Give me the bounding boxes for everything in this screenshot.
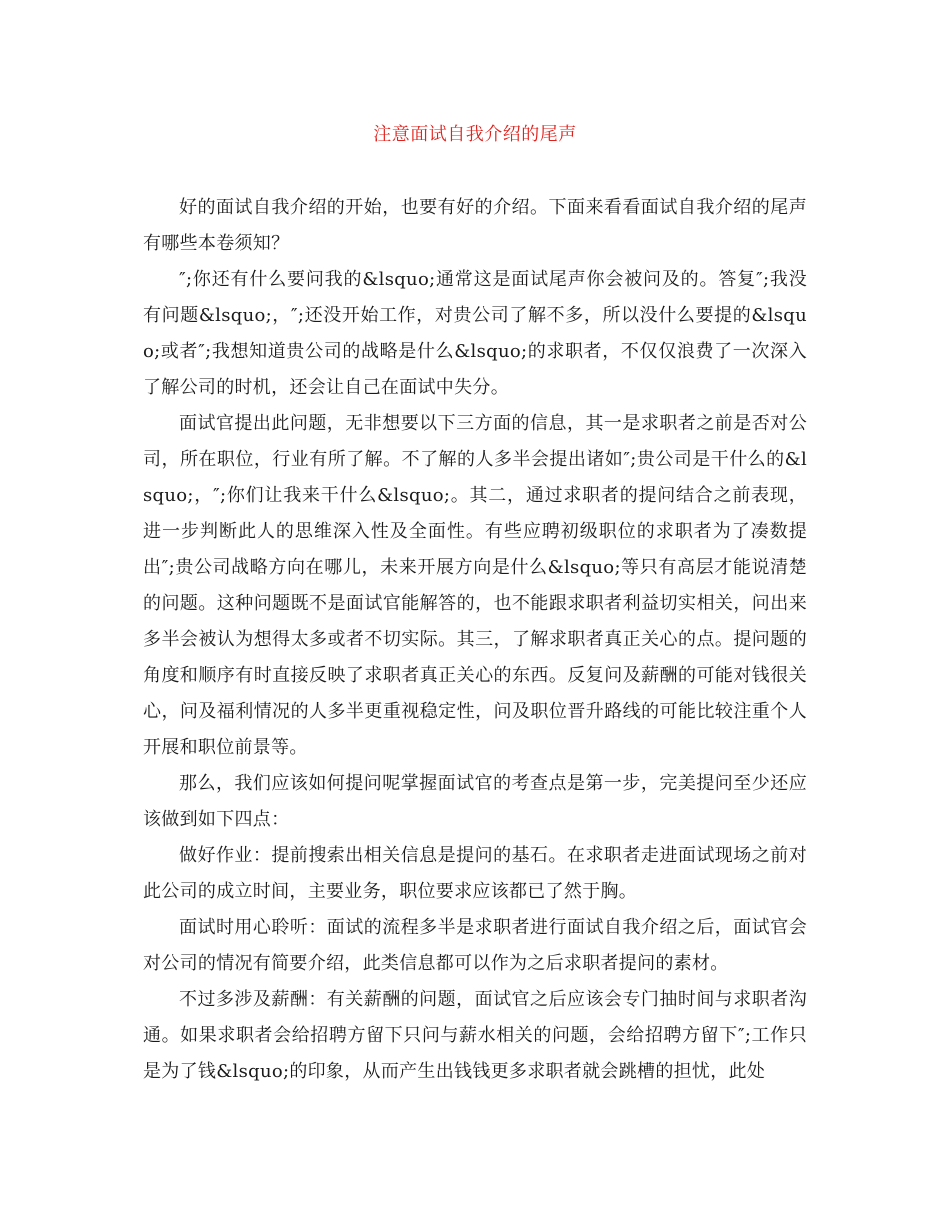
paragraph-intro: 好的面试自我介绍的开始，也要有好的介绍。下面来看看面试自我介绍的尾声有哪些本卷须知？ bbox=[143, 197, 807, 254]
document-title: 注意面试自我介绍的尾声 bbox=[373, 124, 577, 145]
paragraph-salary: 不过多涉及薪酬：有关薪酬的问题，面试官之后应该会专门抽时间与求职者沟通。如果求职者会给招聘方留下只问与薪水相关的问题，会给招聘方留下″;工作只是为了钱&lsquo;的印象，从而产生出钱钱更多求职者就会跳槽的担忧，此处 bbox=[143, 989, 807, 1082]
paragraph-common-question: ″;你还有什么要问我的&lsquo;通常这是面试尾声你会被问及的。答复″;我没有问题&lsquo;，″;还没开始工作，对贵公司了解不多，所以没什么要提的&lsquo;或者″;我想知道贵公司的战略是什么&lsquo;的求职者，不仅仅浪费了一次深入了解公司的时机，还会让自己在面试中失分。 bbox=[143, 269, 807, 398]
document-body bbox=[143, 190, 807, 1090]
paragraph-interviewer-purpose: 面试官提出此问题，无非想要以下三方面的信息，其一是求职者之前是否对公司，所在职位，行业有所了解。不了解的人多半会提出诸如″;贵公司是干什么的&lsquo;，″;你们让我来干什么&lsquo;。其二，通过求职者的提问结合之前表现，进一步判断此人的思维深入性及全面性。有些应聘初级职位的求职者为了凑数提出″;贵公司战略方向在哪儿，未来开展方向是什么&lsquo;等只有高层才能说清楚的问题。这种问题既不是面试官能解答的，也不能跟求职者利益切实相关，问出来多半会被认为想得太多或者不切实际。其三，了解求职者真正关心的点。提问题的角度和顺序有时直接反映了求职者真正关心的东西。反复问及薪酬的可能对钱很关心，问及福利情况的人多半更重视稳定性，问及职位晋升路线的可能比较注重个人开展和职位前景等。 bbox=[143, 413, 807, 758]
paragraph-do-homework: 做好作业：提前搜索出相关信息是提问的基石。在求职者走进面试现场之前对此公司的成立时间，主要业务，职位要求应该都已了然于胸。 bbox=[143, 845, 807, 902]
paragraph-how-to-ask: 那么，我们应该如何提问呢掌握面试官的考查点是第一步，完美提问至少还应该做到如下四点： bbox=[143, 773, 807, 830]
paragraph-listen-carefully: 面试时用心聆听：面试的流程多半是求职者进行面试自我介绍之后，面试官会对公司的情况有简要介绍，此类信息都可以作为之后求职者提问的素材。 bbox=[143, 917, 807, 974]
